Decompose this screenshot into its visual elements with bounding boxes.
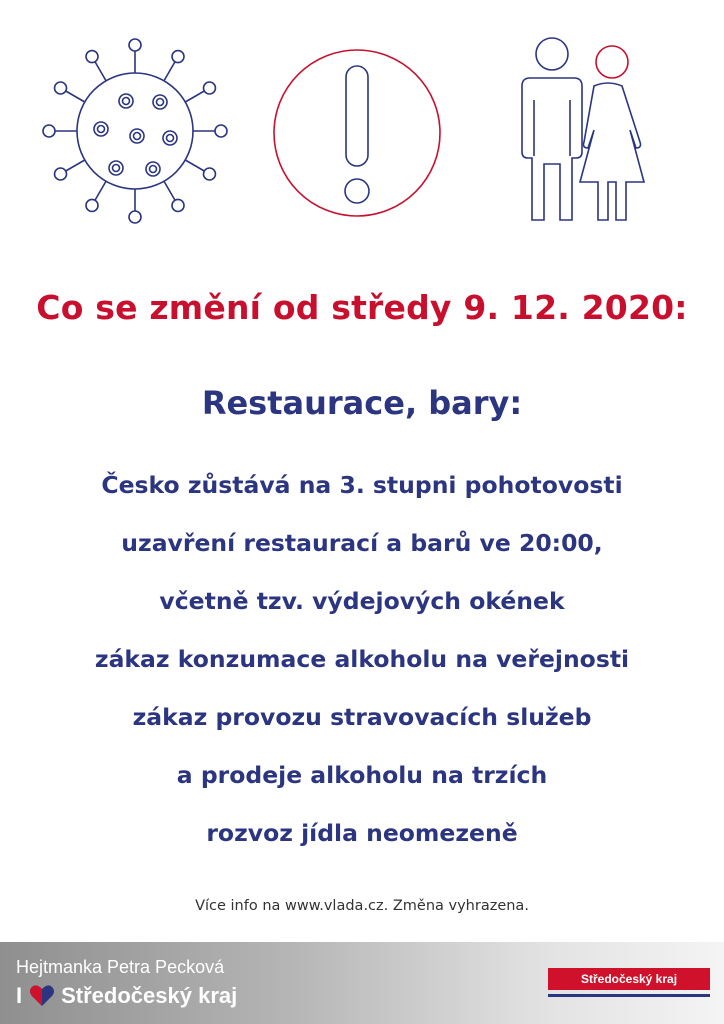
region-logo-text: Středočeský kraj (548, 968, 710, 990)
rule-item: rozvoz jídla neomezeně (206, 819, 518, 847)
info-note: Více info na www.vlada.cz. Změna vyhrazena. (195, 898, 529, 914)
rule-item: uzavření restaurací a barů ve 20:00, (121, 529, 603, 557)
love-slogan (16, 983, 237, 1009)
section-title: Restaurace, bary: (201, 384, 523, 422)
love-prefix: I (16, 983, 23, 1008)
love-region: Středočeský kraj (61, 983, 238, 1008)
rule-item: zákaz provozu stravovacích služeb (132, 703, 592, 731)
icon-row (0, 30, 724, 230)
rule-item: a prodeje alkoholu na trzích (176, 761, 548, 789)
heart-icon (29, 984, 55, 1008)
rule-item: zákaz konzumace alkoholu na veřejnosti (94, 645, 630, 673)
exclamation-icon (272, 48, 442, 218)
footer (0, 942, 724, 1024)
rules-list (0, 462, 724, 868)
people-icon (508, 34, 668, 230)
region-logo (548, 968, 710, 1004)
region-logo-stripe (548, 994, 710, 997)
virus-icon (40, 36, 230, 226)
rule-item: Česko zůstává na 3. stupni pohotovosti (101, 471, 623, 499)
governor-name: Hejtmanka Petra Pecková (16, 957, 225, 977)
rule-item: včetně tzv. výdejových okének (159, 587, 565, 615)
headline: Co se změní od středy 9. 12. 2020: (36, 288, 688, 327)
